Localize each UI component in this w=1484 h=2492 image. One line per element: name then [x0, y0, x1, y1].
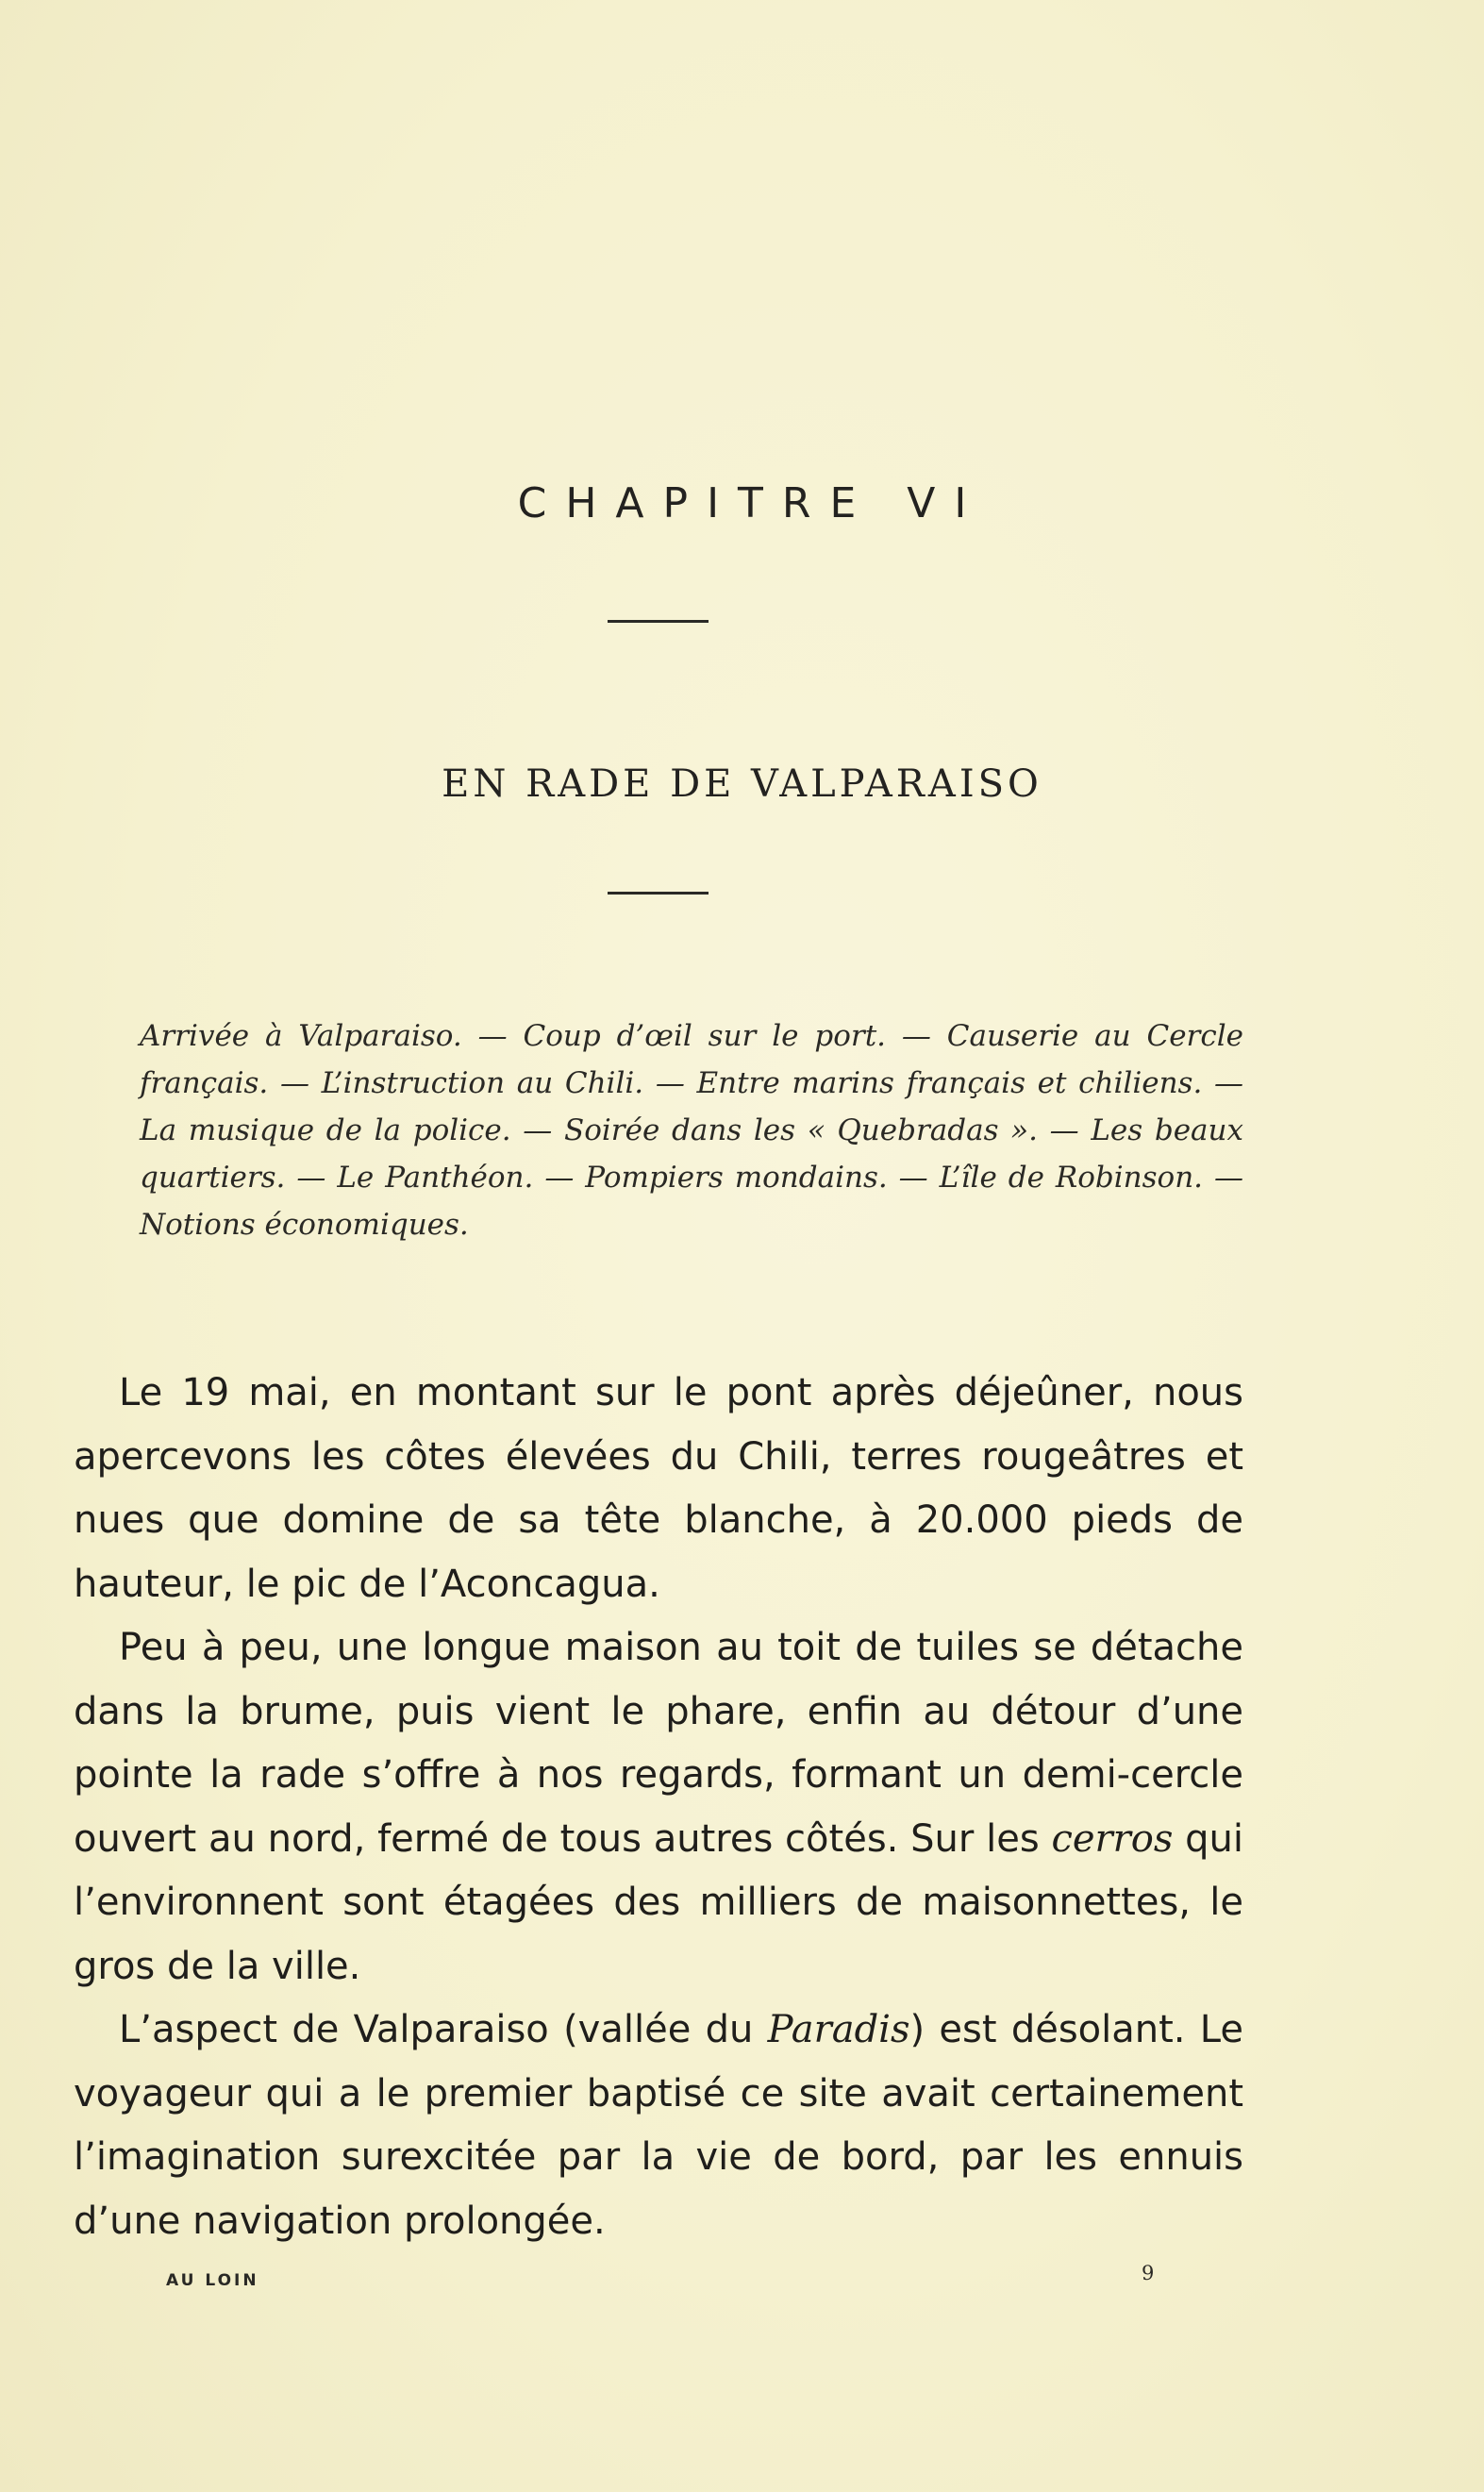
page-number: 9 [1142, 2262, 1155, 2284]
paragraph-1: Le 19 mai, en montant sur le pont après déjeûner, nous apercevons les côtes élevées du Chili, terres rougeâtres et nues que domine de sa tête blanche, à 20.000 pieds de hauteur, le pic de l’Aconcagua. [74, 1371, 1243, 1606]
top-rule [608, 620, 709, 623]
body-text [74, 1362, 1243, 2253]
paragraph-3-text-b: ) est désolant. Le voyageur qui a le premier baptisé ce site avait certainement l’imagination surexcitée par la vie de bord, par les ennuis d’une navigation prolongée. [74, 2008, 1243, 2243]
paragraph-2-italic: cerros [1051, 1816, 1174, 1861]
paragraph-2-text-b: qui l’environnent sont étagées des milliers de maisonnettes, le gros de la ville. [74, 1816, 1243, 1988]
signature-mark: AU LOIN [166, 2271, 259, 2290]
paragraph-2-text-a: Peu à peu, une longue maison au toit de tuiles se détache dans la brume, puis vient le phare, enfin au détour d’une pointe la rade s’offre à nos regards, formant un demi-cercle ouvert au nord, fermé de tous autres côtés. Sur les [74, 1626, 1243, 1861]
bottom-rule [608, 892, 709, 895]
paragraph-3-italic: Paradis [767, 2008, 910, 2051]
chapter-title: EN RADE DE VALPARAISO [442, 762, 1042, 806]
paragraph-2 [74, 1616, 1243, 1999]
paragraph-3 [74, 1999, 1243, 2253]
paragraph-3-text-a: L’aspect de Valparaiso (vallée du [119, 2008, 768, 2051]
chapter-heading: CHAPITRE VI [517, 479, 986, 527]
chapter-summary: Arrivée à Valparaiso. — Coup d’œil sur le port. — Causerie au Cercle français. — L’instruction au Chili. — Entre marins français et chiliens. — La musique de la police. — Soirée dans les « Quebradas ». — Les beaux quartiers. — Le Panthéon. — Pompiers mondains. — L’île de Robinson. — Notions économiques. [140, 1019, 1243, 1242]
